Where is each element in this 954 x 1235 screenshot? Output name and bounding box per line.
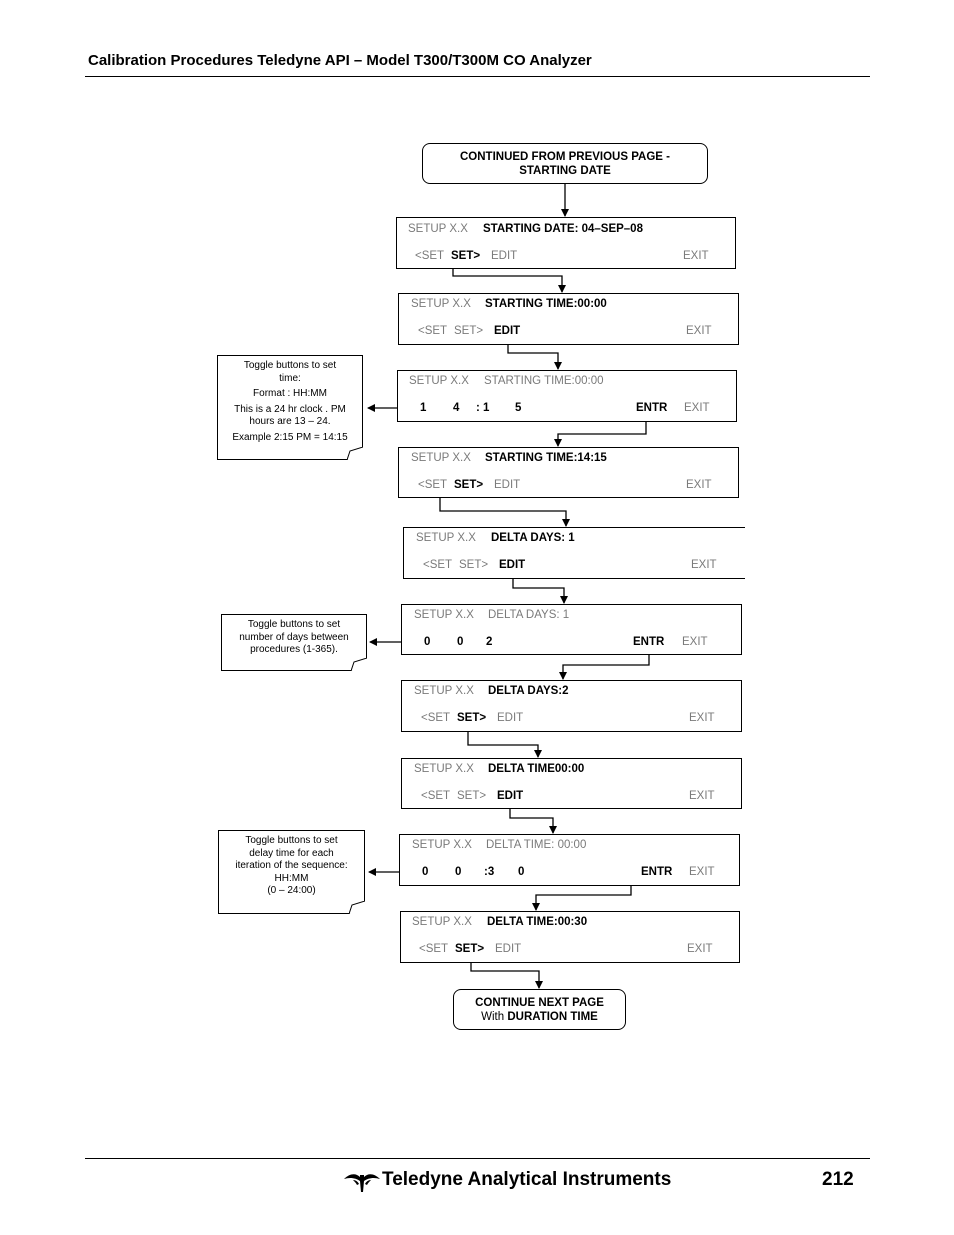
exit-button[interactable]: EXIT: [689, 712, 715, 724]
prev-set-button[interactable]: <SET: [419, 943, 449, 955]
screen-delta-time-entry: [399, 834, 740, 886]
note-line: This is a 24 hr clock . PM: [234, 403, 346, 415]
display-message: DELTA TIME: 00:00: [486, 839, 587, 851]
next-set-button[interactable]: SET>: [454, 479, 484, 491]
next-set-button[interactable]: SET>: [451, 250, 481, 262]
page-fold-icon: [349, 901, 365, 914]
screen-starting-time-set: [398, 447, 739, 498]
note-delta-days: [221, 614, 367, 671]
note-line: procedures (1-365).: [250, 644, 338, 655]
exit-button[interactable]: EXIT: [686, 325, 712, 337]
screen-starting-date: [396, 217, 736, 269]
prev-set-button[interactable]: <SET: [421, 790, 451, 802]
screen-starting-time: [398, 293, 739, 345]
display-message: DELTA DAYS: 1: [488, 609, 570, 621]
digit-button-1[interactable]: 0: [422, 866, 429, 878]
note-line: hours are 13 – 24.: [249, 416, 331, 427]
continued-from-previous-box: [422, 143, 708, 184]
prev-set-button[interactable]: <SET: [418, 325, 448, 337]
display-message: STARTING TIME:00:00: [484, 375, 604, 387]
page-number: 212: [822, 1169, 854, 1190]
next-set-button[interactable]: SET>: [454, 325, 484, 337]
note-line: delay time for each: [249, 847, 334, 859]
note-line: time:: [279, 372, 301, 384]
exit-button[interactable]: EXIT: [689, 790, 715, 802]
footer-rule: [85, 1158, 870, 1159]
edit-button[interactable]: EDIT: [494, 325, 521, 337]
screen-delta-time-set: [400, 911, 740, 963]
note-line: HH:MM: [274, 872, 309, 884]
exit-button[interactable]: EXIT: [687, 943, 713, 955]
digit-button-3[interactable]: : 1: [476, 402, 490, 414]
screen-delta-days-set: [401, 680, 742, 732]
screen-delta-days: [403, 527, 745, 579]
setup-label: SETUP X.X: [409, 375, 469, 387]
continued-line2: STARTING DATE: [519, 165, 611, 177]
continue-line2: [454, 1010, 625, 1024]
digit-button-1[interactable]: 0: [424, 636, 431, 648]
prev-set-button[interactable]: <SET: [423, 559, 453, 571]
setup-label: SETUP X.X: [414, 609, 474, 621]
display-message: DELTA DAYS:2: [488, 685, 569, 697]
exit-button[interactable]: EXIT: [686, 479, 712, 491]
page-fold-icon: [347, 447, 363, 460]
setup-label: SETUP X.X: [411, 452, 471, 464]
next-set-button[interactable]: SET>: [457, 712, 487, 724]
continue-line1: CONTINUE NEXT PAGE: [475, 997, 604, 1009]
next-set-button[interactable]: SET>: [455, 943, 485, 955]
note-time-format: [217, 355, 363, 460]
digit-button-2[interactable]: 4: [453, 402, 460, 414]
edit-button[interactable]: EDIT: [499, 559, 526, 571]
edit-button[interactable]: EDIT: [497, 712, 524, 724]
digit-button-1[interactable]: 1: [420, 402, 427, 414]
digit-button-3[interactable]: :3: [484, 866, 495, 878]
continue-line2-bold: DURATION TIME: [507, 1011, 598, 1023]
page-fold-icon: [351, 658, 367, 671]
note-line: Example 2:15 PM = 14:15: [232, 431, 348, 443]
screen-delta-time: [401, 758, 742, 809]
note-line: (0 – 24:00): [267, 885, 316, 896]
continue-line2-prefix: With: [481, 1011, 508, 1023]
screen-starting-time-entry: [397, 370, 737, 422]
entr-button[interactable]: ENTR: [641, 866, 673, 878]
continue-next-page-box: [453, 989, 626, 1030]
edit-button[interactable]: EDIT: [491, 250, 518, 262]
screen-delta-days-entry: [401, 604, 742, 655]
exit-button[interactable]: EXIT: [682, 636, 708, 648]
footer-title: Teledyne Analytical Instruments: [382, 1169, 672, 1190]
setup-label: SETUP X.X: [412, 916, 472, 928]
display-message: DELTA DAYS: 1: [491, 532, 575, 544]
display-message: STARTING DATE: 04–SEP–08: [483, 223, 643, 235]
next-set-button[interactable]: SET>: [459, 559, 489, 571]
note-line: Toggle buttons to set: [245, 835, 338, 846]
note-line: Format : HH:MM: [253, 388, 327, 399]
setup-label: SETUP X.X: [416, 532, 476, 544]
digit-button-2[interactable]: 0: [455, 866, 462, 878]
digit-button-4[interactable]: 0: [518, 866, 525, 878]
exit-button[interactable]: EXIT: [684, 402, 710, 414]
prev-set-button[interactable]: <SET: [415, 250, 445, 262]
digit-button-3[interactable]: 2: [486, 636, 493, 648]
exit-button[interactable]: EXIT: [683, 250, 709, 262]
teledyne-logo-icon: [344, 1171, 380, 1193]
display-message: DELTA TIME00:00: [488, 763, 585, 775]
digit-button-4[interactable]: 5: [515, 402, 522, 414]
setup-label: SETUP X.X: [414, 763, 474, 775]
continued-line1: CONTINUED FROM PREVIOUS PAGE -: [460, 151, 670, 163]
exit-button[interactable]: EXIT: [691, 559, 717, 571]
note-line: number of days between: [239, 631, 349, 643]
prev-set-button[interactable]: <SET: [418, 479, 448, 491]
note-line: Toggle buttons to set: [247, 619, 341, 630]
display-message: STARTING TIME:00:00: [485, 298, 607, 310]
display-message: DELTA TIME:00:30: [487, 916, 588, 928]
edit-button[interactable]: EDIT: [494, 479, 521, 491]
setup-label: SETUP X.X: [412, 839, 472, 851]
note-line: Toggle buttons to set: [243, 360, 337, 371]
entr-button[interactable]: ENTR: [633, 636, 665, 648]
note-line: iteration of the sequence:: [235, 860, 348, 871]
next-set-button[interactable]: SET>: [457, 790, 487, 802]
setup-label: SETUP X.X: [408, 223, 468, 235]
exit-button[interactable]: EXIT: [689, 866, 715, 878]
setup-label: SETUP X.X: [414, 685, 474, 697]
display-message: STARTING TIME:14:15: [485, 452, 607, 464]
edit-button[interactable]: EDIT: [497, 790, 524, 802]
page-header: Calibration Procedures Teledyne API – Model T300/T300M CO Analyzer: [88, 52, 592, 69]
entr-button[interactable]: ENTR: [636, 402, 668, 414]
edit-button[interactable]: EDIT: [495, 943, 522, 955]
note-delta-time: [218, 830, 365, 914]
setup-label: SETUP X.X: [411, 298, 471, 310]
prev-set-button[interactable]: <SET: [421, 712, 451, 724]
digit-button-2[interactable]: 0: [457, 636, 464, 648]
